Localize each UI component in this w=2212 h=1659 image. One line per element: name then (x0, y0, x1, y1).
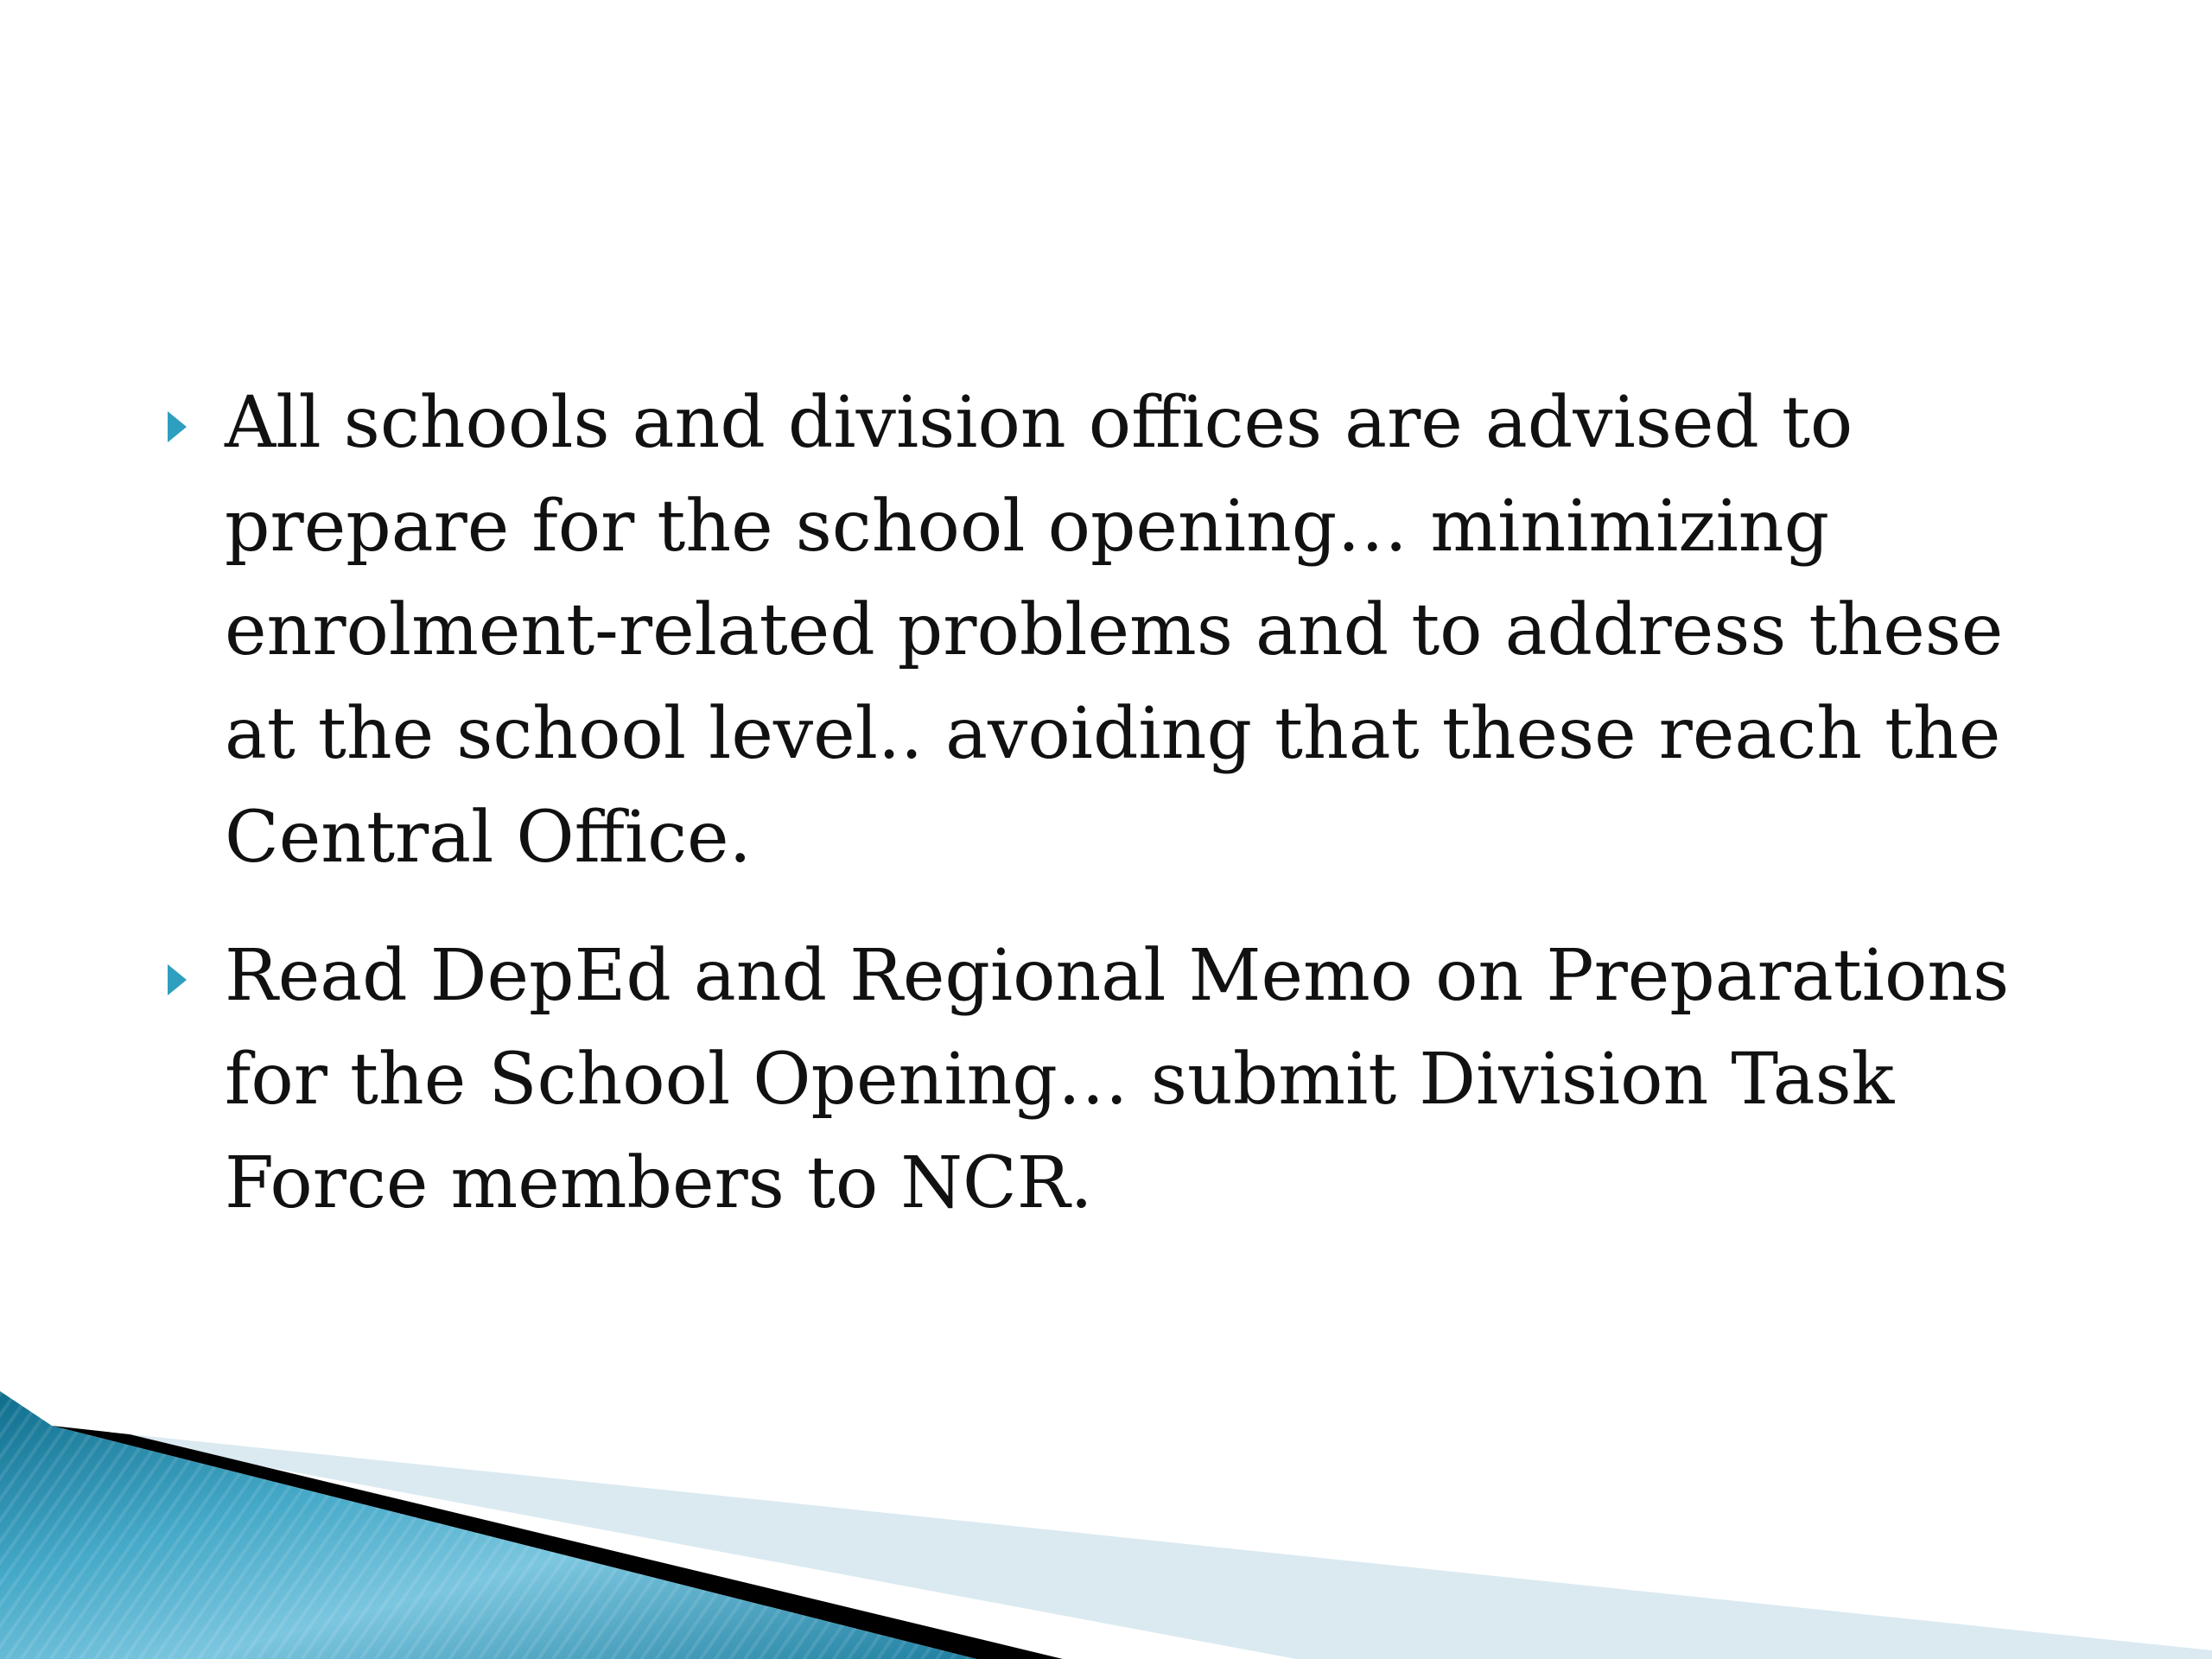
bullet-item (156, 372, 2091, 890)
bullet-text: Read DepEd and Regional Memo on Preparations for the School Opening… submit Division Task Force members to NCR. (225, 935, 2010, 1224)
bullet-item (156, 925, 2091, 1236)
triangle-bullet-icon (168, 411, 187, 442)
decorative-wave-footer (0, 1391, 2212, 1659)
bullet-list (156, 372, 2091, 1236)
bullet-text: All schools and division offices are advised to prepare for the school opening… minimizing enrolment-related problems and to address these at the school level.. avoiding that these reach the Central Office. (225, 382, 2004, 879)
slide-content (156, 372, 2091, 1270)
triangle-bullet-icon (168, 964, 187, 995)
